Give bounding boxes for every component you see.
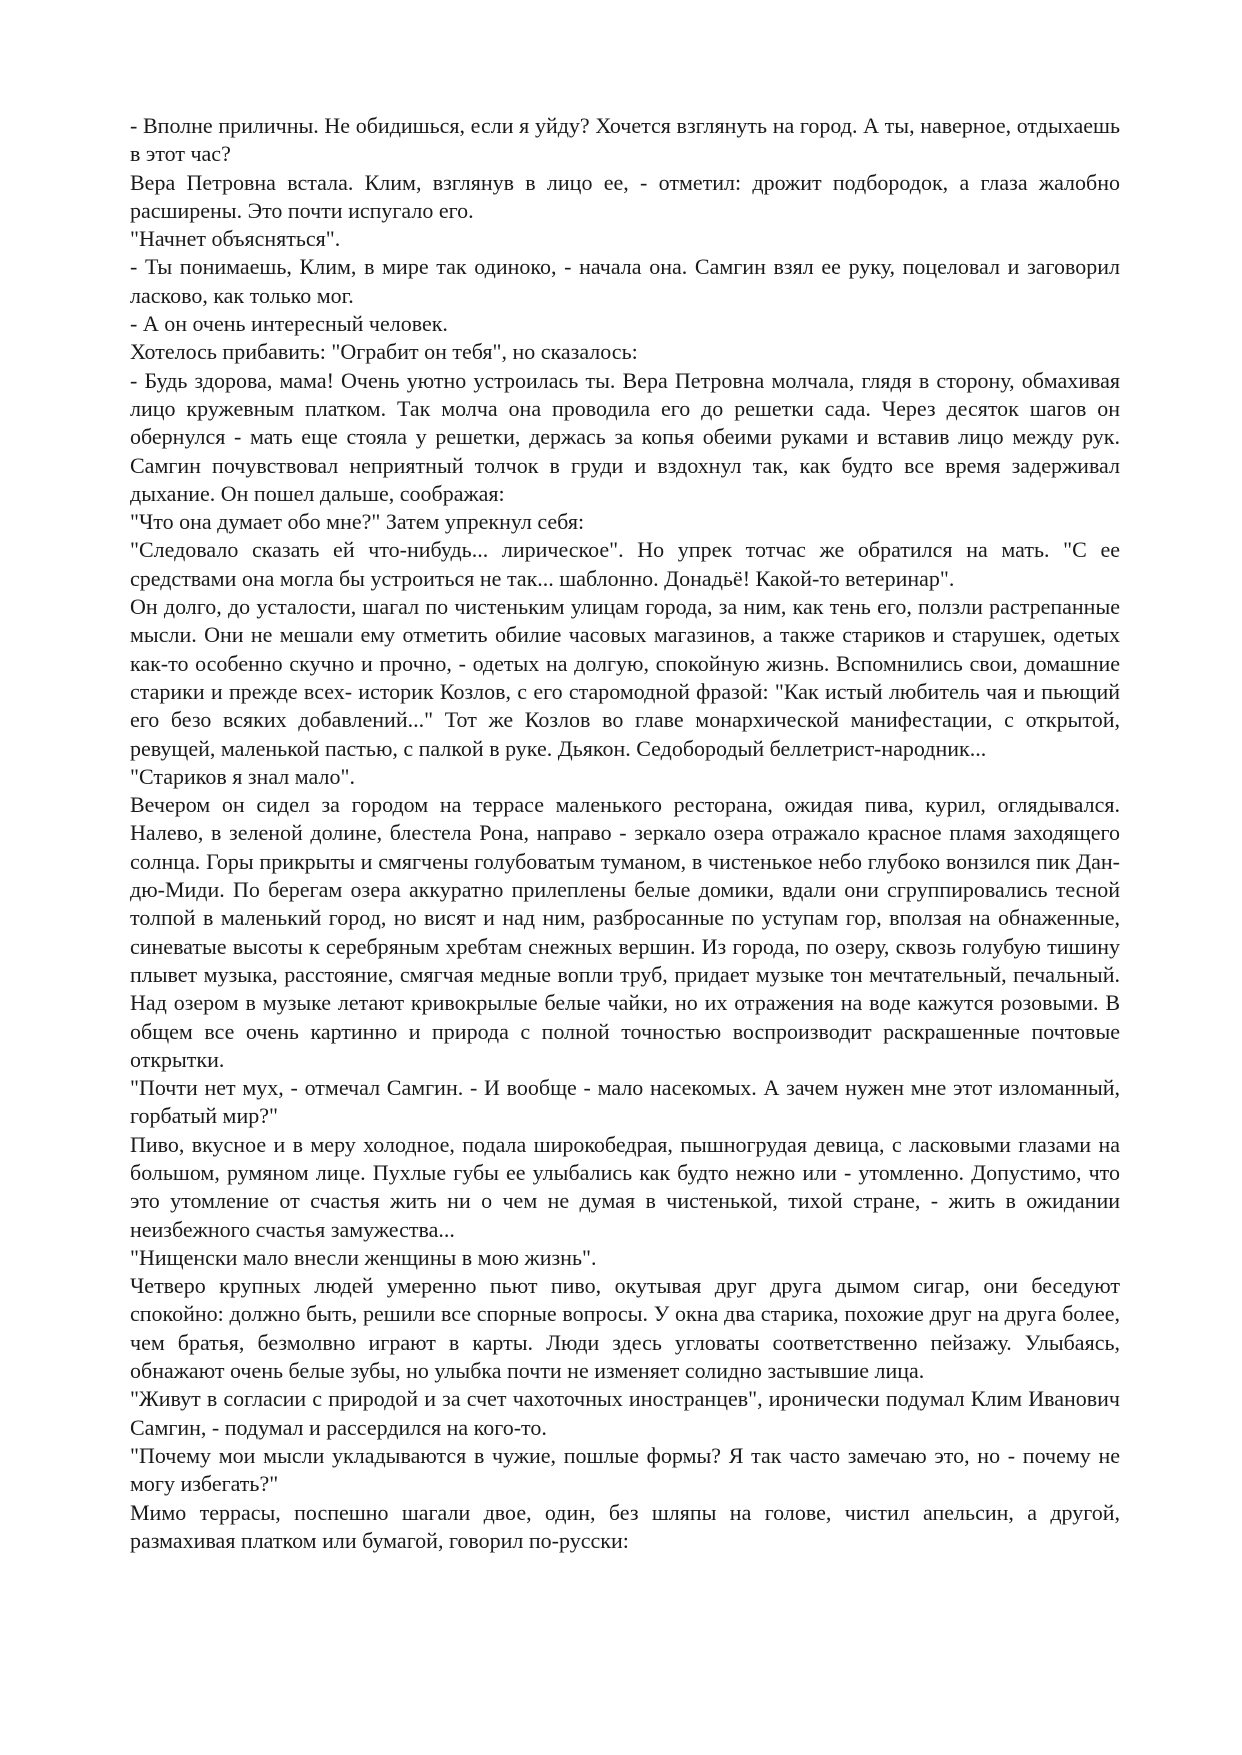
paragraph-3: "Начнет объясняться".	[130, 226, 341, 252]
paragraph-5: - А он очень интересный человек.	[130, 311, 448, 337]
paragraph-9: "Следовало сказать ей что-нибудь... лирическое". Но упрек тотчас же обратился на мать. "С ее средствами она могла бы устроиться не так... шаблонно. Донадьё! Какой-то ветеринар".	[130, 537, 1120, 591]
paragraph-7: - Будь здорова, мама! Очень уютно устроилась ты. Вера Петровна молчала, глядя в сторону, обмахивая лицо кружевным платком. Так молча она проводила его до решетки сада. Через десяток шагов он обернулся - мать еще стояла у решетки, держась за копья обеими руками и вставив лицо между рук. Самгин почувствовал неприятный толчок в груди и вздохнул так, как будто все время задерживал дыхание. Он пошел дальше, соображая:	[130, 367, 1120, 506]
paragraph-18: "Почему мои мысли укладываются в чужие, пошлые формы? Я так часто замечаю это, но - почему не могу избегать?"	[130, 1442, 1120, 1497]
paragraph-12: Вечером он сидел за городом на террасе маленького ресторана, ожидая пива, курил, оглядывался. Налево, в зеленой долине, блестела Рона, направо - зеркало озера отражало красное пламя заходящего солнца. Горы прикрыты и смягчены голубоватым туманом, в чистенькое небо глубоко вонзился пик Дан-дю-Миди. По берегам озера аккуратно прилеплены белые домики, вдали они сгруппировались тесной толпой в маленький город, но висят и над ним, разбросанные по уступам гор, вползая на обнаженные, синеватые высоты к серебряным хребтам снежных вершин. Из города, по озеру, сквозь голубую тишину плывет музыка, расстояние, смягчая медные вопли труб, придает музыке тон мечтательный, печальный. Над озером в музыке летают кривокрылые белые чайки, но их отражения на воде кажутся розовыми. В общем все очень картинно и природа с полной точностью воспроизводит раскрашенные почтовые открытки.	[130, 792, 1120, 1072]
paragraph-14: Пиво, вкусное и в меру холодное, подала широкобедрая, пышногрудая девица, с ласковыми глазами на большом, румяном лице. Пухлые губы ее улыбались как будто нежно или - утомленно. Допустимо, что это утомление от счастья жить ни о чем не думая в чистенькой, тихой стране, - жить в ожидании неизбежного счастья замужества...	[130, 1131, 1120, 1242]
paragraph-4: - Ты понимаешь, Клим, в мире так одиноко, - начала она. Самгин взял ее руку, поцеловал и заговорил ласково, как только мог.	[130, 254, 1120, 308]
paragraph-6: Хотелось прибавить: "Ограбит он тебя", но сказалось:	[130, 339, 638, 365]
paragraph-11: "Стариков я знал мало".	[130, 763, 355, 789]
paragraph-13: "Почти нет мух, - отмечал Самгин. - И вообще - мало насекомых. А зачем нужен мне этот изломанный, горбатый мир?"	[130, 1075, 1120, 1129]
paragraph-10: Он долго, до усталости, шагал по чистеньким улицам города, за ним, как тень его, ползли растрепанные мысли. Они не мешали ему отметить обилие часовых магазинов, а также стариков и старушек, одетых как-то особенно скучно и прочно, - одетых на долгую, спокойную жизнь. Вспомнились свои, домашние старики и прежде всех- историк Козлов, с его старомодной фразой: "Как истый любитель чая и пьющий его безо всяких добавлений..." Тот же Козлов во главе монархической манифестации, с открытой, ревущей, маленькой пастью, с палкой в руке. Дьякон. Седобородый беллетрист-народник...	[130, 594, 1120, 761]
paragraph-17: "Живут в согласии с природой и за счет чахоточных иностранцев", иронически подумал Клим Иванович Самгин, - подумал и рассердился на кого-то.	[130, 1386, 1120, 1440]
text-body	[130, 112, 1120, 1555]
paragraph-2: Вера Петровна встала. Клим, взглянув в лицо ее, - отметил: дрожит подбородок, а глаза жалобно расширены. Это почти испугало его.	[130, 169, 1120, 223]
paragraph-8: "Что она думает обо мне?" Затем упрекнул себя:	[130, 509, 585, 535]
paragraph-15: "Нищенски мало внесли женщины в мою жизнь".	[130, 1244, 597, 1270]
paragraph-19: Мимо террасы, поспешно шагали двое, один, без шляпы на голове, чистил апельсин, а другой, размахивая платком или бумагой, говорил по-русски:	[130, 1499, 1120, 1553]
paragraph-1: - Вполне приличны. Не обидишься, если я уйду? Хочется взглянуть на город. А ты, наверное, отдыхаешь в этот час?	[130, 113, 1120, 167]
paragraph-16: Четверо крупных людей умеренно пьют пиво, окутывая друг друга дымом сигар, они беседуют спокойно: должно быть, решили все спорные вопросы. У окна два старика, похожие друг на друга более, чем братья, безмолвно играют в карты. Люди здесь угловаты соответственно пейзажу. Улыбаясь, обнажают очень белые зубы, но улыбка почти не изменяет солидно застывшие лица.	[130, 1273, 1120, 1384]
